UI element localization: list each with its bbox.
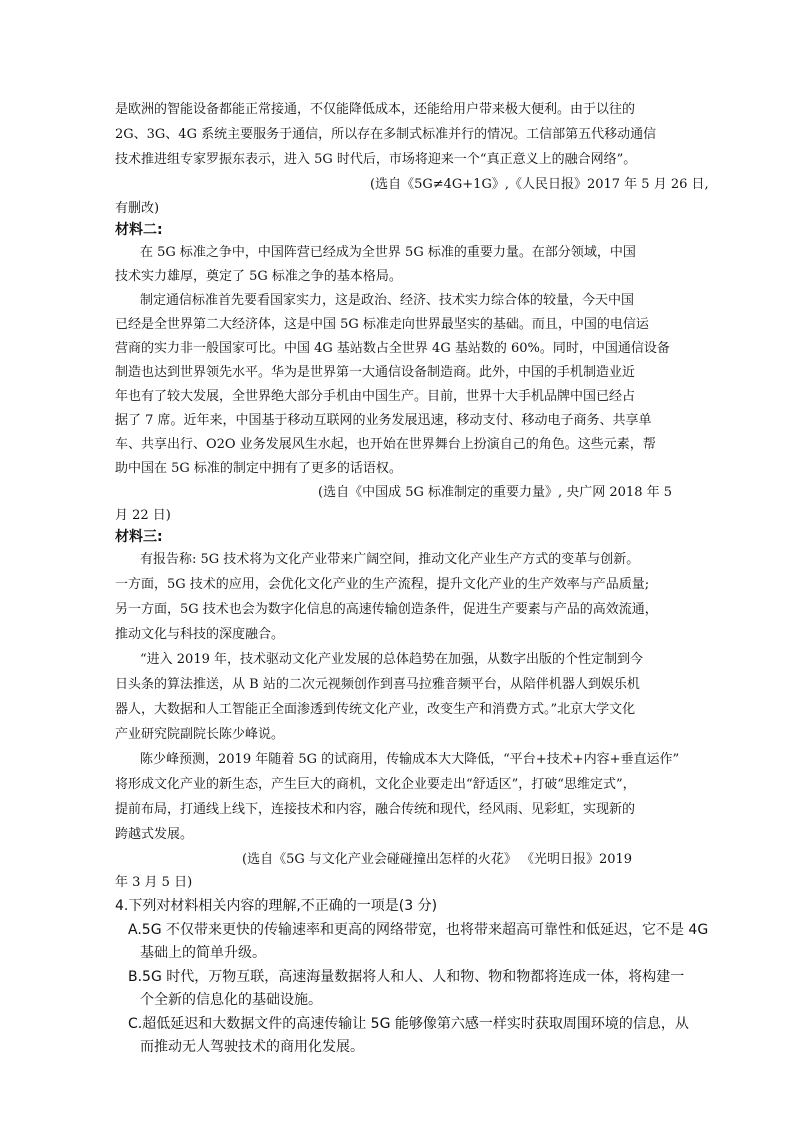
paragraph-line: 制造也达到世界领先水平。华为是世界第一大通信设备制造商。此外，中国的手机制造业近 [115,365,636,380]
paragraph-line: “进入 2019 年，技术驱动文化产业发展的总体趋势在加强，从数字出版的个性定制到今 [140,652,643,667]
paragraph-line: 在 5G 标准之争中，中国阵营已经成为全世界 5G 标准的重要力量。在部分领域，中国 [140,245,636,260]
source-citation-cont: 有删改) [115,201,160,216]
paragraph-line: 已经是全世界第二大经济体，这是中国 5G 标准走向世界最坚实的基础。而且，中国的电信运 [115,317,649,332]
option-c-cont: 而推动无人驾驶技术的商用化发展。 [140,1039,364,1055]
question-stem: 4.下列对材料相关内容的理解,不正确的一项是(3 分) [115,898,438,914]
paragraph-line: 陈少峰预测，2019 年随着 5G 的试商用，传输成本大大降低，“平台+技术+内容+垂直运作” [140,752,680,767]
paragraph-line: 制定通信标准首先要看国家实力，这是政治、经济、技术实力综合体的较量，今天中国 [140,293,635,308]
paragraph-line: 提前布局，打通线上线下，连接技术和内容，融合传统和现代，经风雨、见彩虹，实现新的 [115,802,636,817]
option-a-cont: 基础上的简单升级。 [140,945,266,961]
source-citation: (选自《中国成 5G 标准制定的重要力量》, 央广网 2018 年 5 [318,485,673,500]
paragraph-line: 技术推进组专家罗振东表示，进入 5G 时代后，市场将迎来一个“真正意义上的融合网络”。 [115,152,637,167]
source-citation-cont: 月 22 日) [115,508,171,523]
source-citation-cont: 年 3 月 5 日) [115,875,193,890]
paragraph-line: 将形成文化产业的新生态，产生巨大的商机，文化企业要走出“舒适区”，打破“思维定式”， [115,777,636,792]
paragraph-line: 营商的实力非一般国家可比。中国 4G 基站数占全世界 4G 基站数的 60%。同时，中国通信设备 [115,341,670,356]
paragraph-line: 助中国在 5G 标准的制定中拥有了更多的话语权。 [115,461,402,476]
paragraph-line: 车、共享出行、O2O 业务发展风生水起，也开始在世界舞台上扮演自己的角色。这些元素，帮 [115,437,656,452]
option-a: A.5G 不仅带来更快的传输速率和更高的网络带宽，也将带来超高可靠性和低延迟，它不是 4G [128,922,709,938]
paragraph-line: 技术实力雄厚，奠定了 5G 标准之争的基本格局。 [115,269,402,284]
option-b-cont: 个全新的信息化的基础设施。 [140,992,322,1008]
paragraph-line: 推动文化与科技的深度融合。 [115,627,285,642]
paragraph-line: 是欧洲的智能设备都能正常接通，不仅能降低成本，还能给用户带来极大便利。由于以往的 [115,102,636,117]
paragraph-line: 一方面，5G 技术的应用，会优化文化产业的生产流程，提升文化产业的生产效率与产品质量; [115,577,650,592]
option-b: B.5G 时代，万物互联，高速海量数据将人和人、人和物、物和物都将连成一体，将构建一 [128,969,685,985]
paragraph-line: 据了 7 席。近年来，中国基于移动互联网的业务发展迅速，移动支付、移动电子商务、共享单 [115,413,652,428]
paragraph-line: 跨越式发展。 [115,827,194,842]
paragraph-line: 2G、3G、4G 系统主要服务于通信，所以存在多制式标准并行的情况。工信部第五代移动通信 [115,127,657,142]
paragraph-line: 年也有了较大发展，全世界绝大部分手机由中国生产。目前，世界十大手机品牌中国已经占 [115,389,636,404]
paragraph-line: 器人，大数据和人工智能正全面渗透到传统文化产业，改变生产和消费方式。”北京大学文化 [115,702,636,717]
paragraph-line: 产业研究院副院长陈少峰说。 [115,727,285,742]
source-citation: (选自《5G 与文化产业会碰碰撞出怎样的火花》 《光明日报》2019 [242,852,633,867]
source-citation: (选自《5G≠4G+1G》,《人民日报》2017 年 5 月 26 日, [370,177,709,192]
paragraph-line: 日头条的算法推送，从 B 站的二次元视频创作到喜马拉雅音频平台，从陪伴机器人到娱乐机 [115,677,640,692]
section-heading: 材料三: [115,529,163,545]
option-c: C.超低延迟和大数据文件的高速传输让 5G 能够像第六感一样实时获取周围环境的信息，从 [128,1016,689,1032]
section-heading: 材料二: [115,222,163,238]
paragraph-line: 有报告称: 5G 技术将为文化产业带来广阔空间，推动文化产业生产方式的变革与创新。 [140,552,640,567]
paragraph-line: 另一方面，5G 技术也会为数字化信息的高速传输创造条件，促进生产要素与产品的高效流通， [115,602,658,617]
